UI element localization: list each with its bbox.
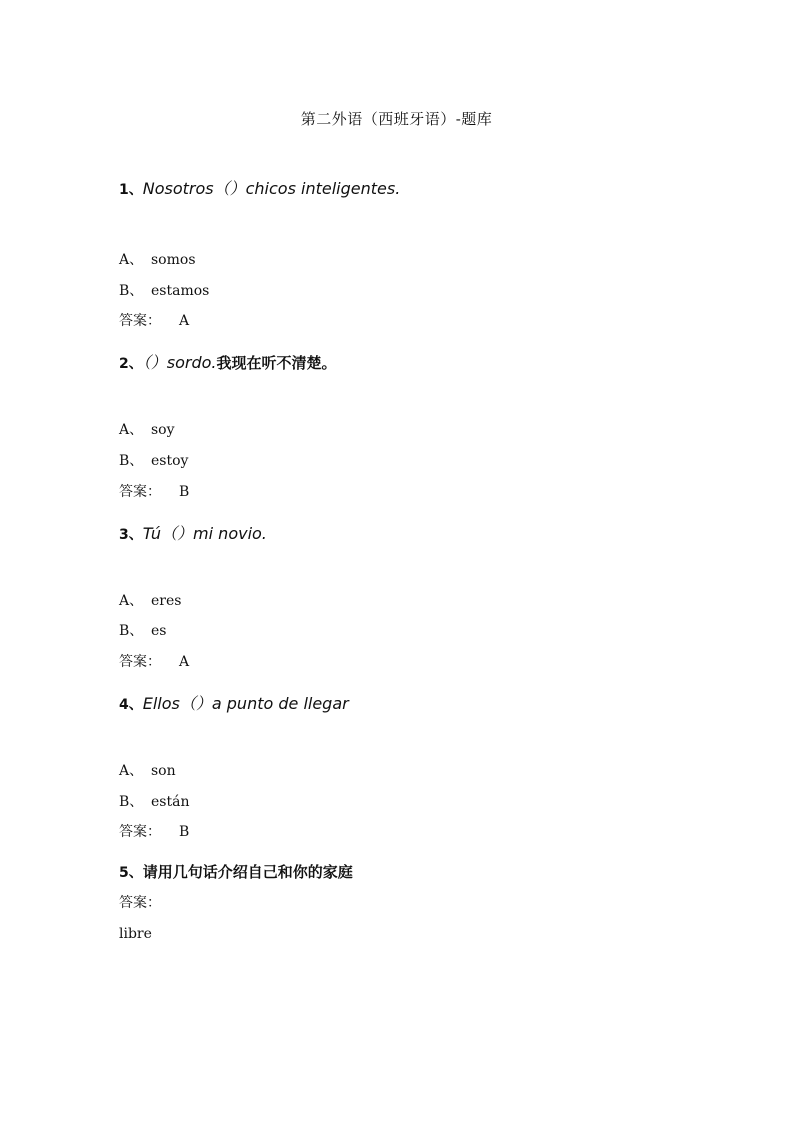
answer bbox=[119, 481, 189, 501]
option-text: es bbox=[151, 623, 167, 639]
answer-value: A bbox=[179, 654, 190, 670]
answer bbox=[119, 310, 189, 330]
answer-label-line bbox=[119, 892, 161, 912]
answer-label: 答案： bbox=[119, 484, 161, 500]
option-label: A、 bbox=[119, 763, 144, 779]
answer-value: B bbox=[179, 484, 190, 500]
question-4 bbox=[119, 691, 349, 714]
answer-label: 答案： bbox=[119, 313, 161, 329]
question-text: Nosotros（）chicos inteligentes. bbox=[142, 179, 401, 198]
option-b bbox=[119, 791, 189, 811]
answer-value: B bbox=[179, 824, 190, 840]
option-text: estoy bbox=[151, 453, 189, 469]
option-text: estamos bbox=[151, 283, 210, 299]
option-a bbox=[119, 760, 176, 780]
option-label: B、 bbox=[119, 794, 144, 810]
option-label: B、 bbox=[119, 453, 144, 469]
page-title: 第二外语（西班牙语）-题库 bbox=[300, 110, 493, 128]
option-label: A、 bbox=[119, 422, 144, 438]
question-1 bbox=[119, 176, 400, 199]
answer-value: A bbox=[179, 313, 190, 329]
option-text: somos bbox=[151, 252, 196, 268]
option-label: B、 bbox=[119, 623, 144, 639]
answer-value-line bbox=[119, 926, 152, 942]
answer-value: libre bbox=[119, 926, 152, 942]
option-b bbox=[119, 450, 188, 470]
option-label: A、 bbox=[119, 252, 144, 268]
option-label: A、 bbox=[119, 593, 144, 609]
answer bbox=[119, 651, 189, 671]
question-3 bbox=[119, 521, 267, 544]
question-2 bbox=[119, 350, 337, 373]
question-number: 5、 bbox=[119, 865, 143, 881]
option-label: B、 bbox=[119, 283, 144, 299]
option-b bbox=[119, 620, 166, 640]
option-a bbox=[119, 249, 196, 269]
option-text: soy bbox=[151, 422, 175, 438]
answer bbox=[119, 821, 189, 841]
option-text: son bbox=[151, 763, 176, 779]
question-text: Ellos（）a punto de llegar bbox=[142, 694, 349, 713]
question-text: 请用几句话介绍自己和你的家庭 bbox=[142, 863, 353, 881]
option-b bbox=[119, 280, 209, 300]
question-text: （）sordo. bbox=[142, 353, 217, 372]
question-number: 2、 bbox=[119, 356, 143, 372]
question-5 bbox=[119, 861, 353, 882]
question-number: 3、 bbox=[119, 527, 143, 543]
answer-label: 答案： bbox=[119, 895, 161, 911]
question-text: Tú（）mi novio. bbox=[142, 524, 267, 543]
option-text: eres bbox=[151, 593, 182, 609]
answer-label: 答案： bbox=[119, 824, 161, 840]
question-number: 4、 bbox=[119, 697, 143, 713]
option-text: están bbox=[151, 794, 190, 810]
question-text-chinese: 我现在听不清楚。 bbox=[216, 354, 337, 372]
option-a bbox=[119, 590, 181, 610]
question-number: 1、 bbox=[119, 182, 143, 198]
option-a bbox=[119, 419, 175, 439]
answer-label: 答案： bbox=[119, 654, 161, 670]
